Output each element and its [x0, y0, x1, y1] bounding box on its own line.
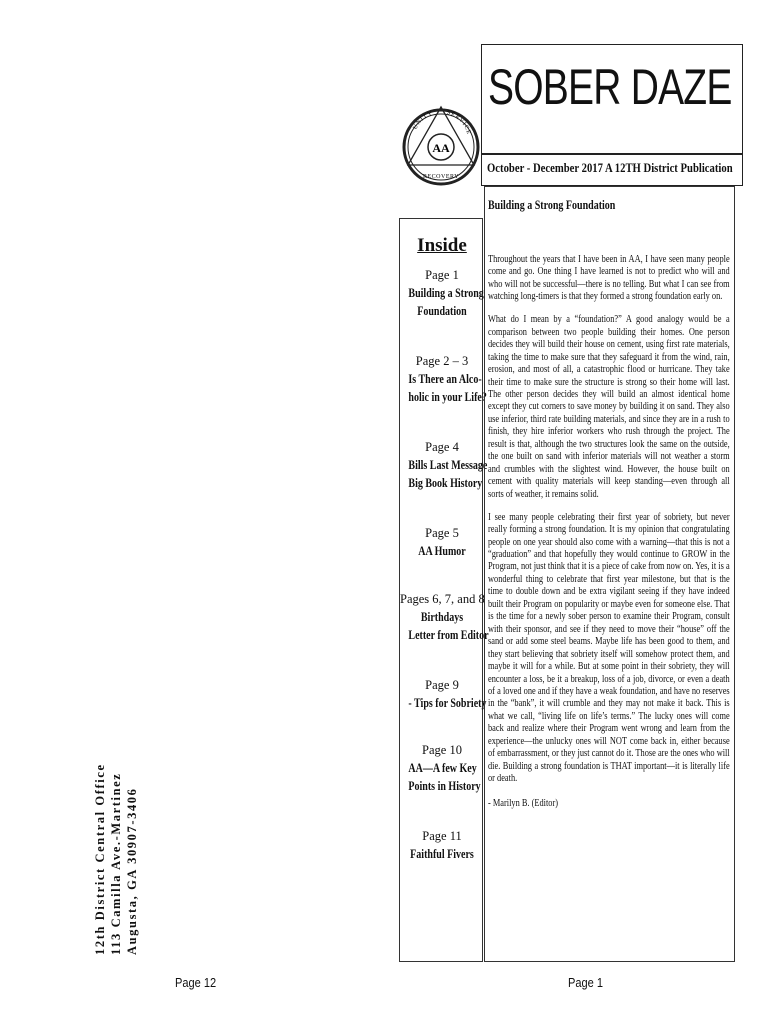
toc-page: Page 4: [425, 440, 459, 454]
toc-title-line: Building a Strong: [408, 286, 484, 300]
page-number-right: Page 1: [568, 975, 604, 990]
toc-entry: [400, 676, 487, 712]
logo-word-service: SERVICE: [446, 109, 472, 136]
article-signature: - Marilyn B. (Editor): [488, 797, 559, 809]
toc-entry: [400, 741, 484, 795]
article-paragraph: What do I mean by a “foundation?” A good analogy would be a comparison between two people building their homes. One person decides they will build their house on cement, using first rate materials, taking the time to make sure that they safeguard it from the wind, rain, erosion, and most of all, a catastrophic flood or hurricane. They take their time to make sure the structure is strong so their home will last. The other person decides they will build an almost identical home except they cut corners to save money by building it on sand. They also use inferior, third rate building materials, and since they are in a rush to finish, they hire inferior workers who rush through the project. The result is that, although the two structures look the same on the outside, the one built on sand with inferior materials will not weather a storm and crumbles with the slightest wind. However, the house built on cement with quality materials will keep standing—even through all sorts of weather, it remains solid.: [488, 314, 730, 500]
toc-title-line: - Tips for Sobriety: [408, 696, 487, 710]
toc-title-line: Points in History: [408, 779, 481, 793]
toc-title-line: Birthdays: [420, 610, 464, 624]
article-heading: Building a Strong Foundation: [488, 198, 616, 212]
logo-word-unity: UNITY: [412, 110, 435, 131]
toc-entry: [400, 827, 484, 863]
inside-sidebar: [399, 218, 489, 962]
return-address: [92, 695, 144, 955]
toc-page: Page 5: [425, 526, 459, 540]
toc-entry: [400, 590, 489, 644]
toc-entry: [400, 438, 488, 492]
toc-title-line: AA Humor: [418, 544, 466, 558]
address-line-1: 12th District Central Office: [93, 763, 107, 955]
article-body: [488, 254, 730, 821]
publication-bar: [481, 153, 743, 186]
aa-logo: [401, 47, 481, 218]
article-paragraph: I see many people celebrating their first year of sobriety, but never really forming a strong foundation. It is my opinion that congratulating people on one year should also come with a warning—that this is not a “graduation” and that hopefully they would continue to GROW in the Program, not just think that it is a piece of cake from now on. Yes, it is a wonderful thing to celebrate that first year milestone, but that is the time to double down and be extra vigilant seeing if they have indeed built their Program on popularity or maybe even for someone else. That is the time for a newly sober person to examine their Program, consult with their sponsor, and see if they need to move their “house” off the sand or add some steel beams. Maybe life has been good to them, and they start believing that sobriety itself will somehow protect them, and maybe it will for a while. But at some point in their sobriety, they will encounter a loss, be it a breakup, loss of a job, divorce, or even a death of a loved one and if they have a weak foundation, and have no reserves in the “bank”, it will crumble and they may not make it back. This is what we call, “living life on life’s terms.” The lucky ones will come back and realize where their Program went wrong and learn from the experience—the unlucky ones will NOT come back in, either because of embarrassment, or they just cannot do it. Those are the ones who will die. Building a strong foundation is THAT important—it is literally life or death.: [488, 511, 730, 785]
toc-title-line: Faithful Fivers: [410, 847, 474, 861]
publication-line: October - December 2017 A 12TH District Publication: [487, 160, 733, 175]
logo-center-text: AA: [432, 141, 450, 155]
toc-entry: [400, 266, 484, 320]
toc-page: Page 9: [425, 678, 459, 692]
toc-title-line: Letter from Editor: [408, 628, 489, 642]
toc-entry: [400, 352, 487, 406]
toc-page: Page 1: [425, 268, 459, 282]
toc-page: Pages 6, 7, and 8: [400, 592, 485, 606]
toc-entry: [400, 524, 484, 560]
toc-title-line: Bills Last Message: [408, 458, 488, 472]
toc-title-line: Is There an Alco-: [408, 372, 482, 386]
masthead: [481, 44, 743, 155]
inside-heading: Inside: [417, 235, 467, 256]
toc-title-line: Foundation: [417, 304, 467, 318]
address-line-3: Augusta, GA 30907-3406: [125, 787, 139, 955]
page-number-left: Page 12: [175, 975, 217, 990]
newsletter-title: SOBER DAZE: [488, 59, 732, 115]
toc-title-line: holic in your Life?: [408, 390, 487, 404]
toc-page: Page 11: [422, 829, 462, 843]
toc-title-line: AA—A few Key: [408, 761, 477, 775]
article-column: [484, 186, 735, 962]
toc-page: Page 2 – 3: [415, 354, 469, 368]
toc-page: Page 10: [422, 743, 462, 757]
toc-title-line: Big Book History: [408, 476, 483, 490]
address-line-2: 113 Camilla Ave.-Martinez: [109, 772, 123, 955]
article-paragraph: Throughout the years that I have been in AA, I have seen many people come and go. One thing I have learned is not to predict who will and who will not be successful—there is no telling. But what I can see from watching long-timers is that they formed a strong foundation early on.: [488, 254, 730, 303]
logo-word-recovery: RECOVERY: [422, 174, 460, 180]
